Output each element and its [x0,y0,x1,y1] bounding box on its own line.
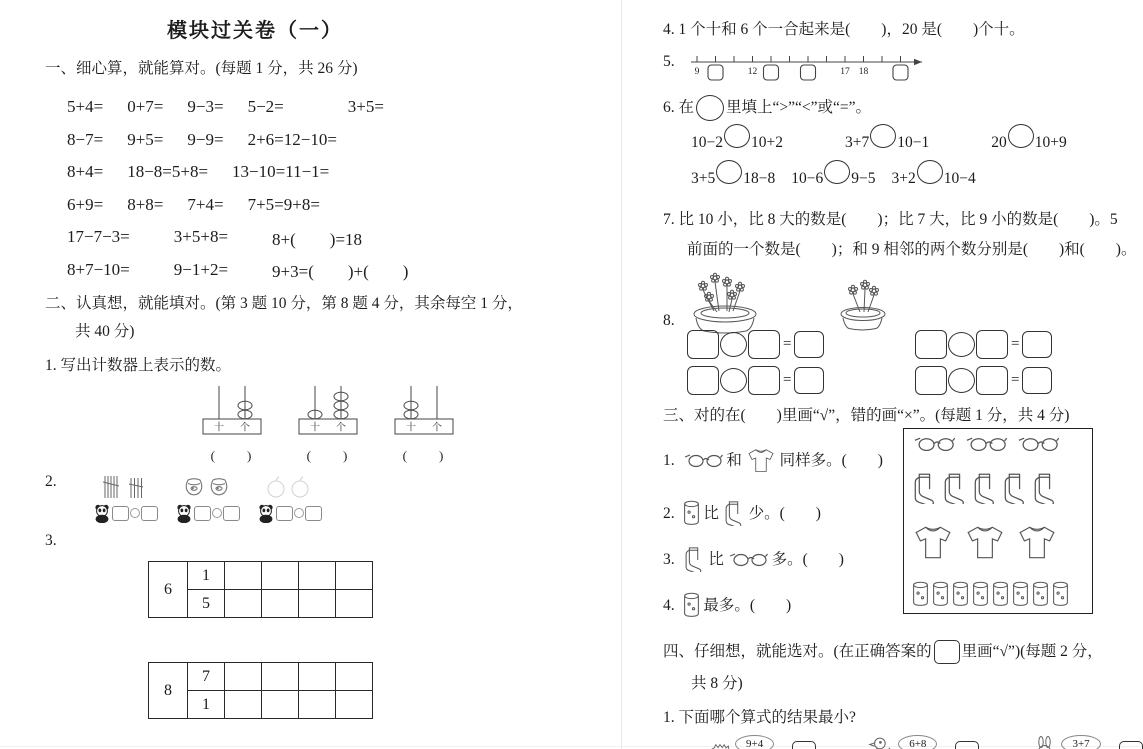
table-cell-empty [225,691,262,719]
number-box [915,366,947,395]
shirt-icon [964,525,1006,561]
number-box [141,506,158,521]
q2-label: 2. [45,473,57,490]
answer-box [955,741,979,749]
number-box [748,366,780,395]
circle-glyph [696,95,724,121]
table-cell-empty [225,562,262,590]
can-icon [992,581,1009,607]
equation-template: = [687,366,824,395]
calc-problem: 6+9= [67,194,104,214]
compare-strip [174,503,240,523]
compare-circle [294,508,304,518]
section1-heading: 一、细心算，就能算对。(每题 1 分，共 26 分) [45,60,358,77]
table-cell-empty [225,590,262,618]
number-box [276,506,293,521]
numberline-answer-boxes [708,65,908,80]
option-2 [868,736,979,749]
svg-text:个: 个 [336,422,346,434]
judge-item-3: 3. 比 多。( ) [663,546,844,572]
q2-row [45,472,593,523]
section2-heading-line2: 共 40 分) [75,323,135,340]
can-icon [912,581,929,607]
section4-heading-line1: 四、仔细想，就能选对。(在正确答案的 里画“√”)(每题 2 分， [663,640,1143,664]
compare-circle [716,160,742,184]
flower-pot-big-icon [683,270,767,334]
calc-problem: 9−3= [187,97,224,117]
number-box [112,506,129,521]
sock-icon [942,472,968,504]
table-cell-empty [299,590,336,618]
number-box [976,366,1008,395]
calc-problem: 18−8=5+8= [127,162,209,182]
table-cell-empty [336,590,373,618]
s4-q1-label: 1. 下面哪个算式的结果最小? [663,709,856,726]
result-box [1022,331,1052,358]
can-icon [972,581,989,607]
table-cell-empty [336,663,373,691]
counters-row [195,382,593,464]
panda-icon [256,503,276,523]
comparison: 3+2 10−4 [892,167,976,191]
result-box [1022,367,1052,394]
shirt-icon [912,525,954,561]
table-cell-empty [262,663,299,691]
comparison: 3+5 18−8 [691,167,775,191]
table-total: 6 [149,562,188,618]
shirt-icon [746,448,776,474]
panda-icon [174,503,194,523]
compare-group-sticks [89,474,161,523]
calc-row [67,156,593,189]
calc-row [67,124,593,157]
svg-text:个: 个 [240,422,250,434]
can-icon [683,592,700,618]
rabbit-icon [1031,736,1059,749]
hedgehog-icon [705,736,733,749]
glasses-icon [1016,435,1060,452]
equation-template: = [915,366,1052,395]
section3-body [663,432,1143,624]
can-icon [683,500,700,526]
operator-circle [948,332,975,357]
table-cell-empty [262,562,299,590]
sock-icon [972,472,998,504]
table-cell-empty [299,691,336,719]
calc-problem: 9−1+2= [173,259,229,279]
svg-text:17: 17 [840,67,850,77]
abacus-counter-icon [195,382,269,444]
speech-bubble: 9+4 [735,735,774,749]
number-box [748,330,780,359]
duck-icon [868,736,896,749]
speech-bubble: 3+7 [1061,735,1100,749]
section1-problems [67,91,593,286]
compare-circle [724,124,750,148]
number-box [687,330,719,359]
sock-icon [1032,472,1058,504]
svg-text:十: 十 [214,422,224,434]
section3-heading: 三、对的在( )里画“√”，错的画“×”。(每题 1 分，共 4 分) [663,407,1070,424]
q8-block [663,270,1143,398]
option-1 [705,736,816,749]
counter-1 [195,382,269,464]
compare-circle [917,160,943,184]
equation-template: = [687,330,824,359]
counter-answer-blank: ( ) [402,448,446,463]
table-cell-empty [299,663,336,691]
counter-3 [387,382,461,464]
number-line [689,52,939,90]
calc-problem: 9+5= [127,129,164,149]
calc-row [67,254,593,287]
calc-problem: 5−2= [247,97,284,117]
page-title: 模块过关卷（一） [167,20,343,42]
calc-row [67,221,593,254]
comparison: 10−2 10+2 [691,131,783,155]
compare-group-faint [253,474,325,523]
box-glyph [934,640,960,664]
counter-answer-blank: ( ) [210,448,254,463]
calc-problem: 2+6=12−10= [247,129,337,149]
can-icon [1032,581,1049,607]
answer-box [792,741,816,749]
svg-text:18: 18 [858,67,869,77]
svg-text:个: 个 [432,422,442,434]
can-icon [1012,581,1029,607]
q7-line2: 前面的一个数是( )；和 9 相邻的两个数分别是( )和( )。 [687,241,1137,258]
table-cell-empty [225,663,262,691]
calc-problem: 8+8= [127,194,164,214]
shirt-icon [1016,525,1058,561]
sock-icon [683,546,705,572]
faint-fruits-icon [264,474,314,500]
glasses-row [912,435,1084,452]
table-cell: 7 [188,663,225,691]
section4-heading-line2: 共 8 分) [691,675,743,692]
fish-bowls-icon [182,474,232,500]
calc-problem: 7+5=9+8= [247,194,320,214]
compare-group-bowls [171,474,243,523]
panda-icon [92,503,112,523]
equation-template: = [915,330,1052,359]
table-cell: 5 [188,590,225,618]
calc-problem: 3+5= [347,97,384,117]
number-box [194,506,211,521]
calc-problem: 9−9= [187,129,224,149]
q8-label: 8. [663,312,675,329]
table-cell-empty [336,562,373,590]
operator-circle [720,368,747,393]
counter-2 [291,382,365,464]
calc-problem: 0+7= [127,97,164,117]
can-icon [952,581,969,607]
number-box [305,506,322,521]
number-box [976,330,1008,359]
left-page [45,14,593,719]
compare-circle [212,508,222,518]
compare-strip [92,503,158,523]
result-box [794,367,824,394]
sock-icon [1002,472,1028,504]
q8-equations-right [915,330,1052,395]
q5-row [663,52,1143,90]
table-cell-empty [299,562,336,590]
result-box [794,331,824,358]
table-cell-empty [336,691,373,719]
glasses-icon [728,551,768,567]
table-cell: 1 [188,691,225,719]
number-box [223,506,240,521]
compare-strip [256,503,322,523]
s4-options [705,736,1143,749]
sock-icon [912,472,938,504]
operator-circle [948,368,975,393]
cans-row [912,581,1084,607]
shirts-row [912,525,1084,561]
calc-problem: 3+5+8= [173,227,229,247]
table-cell-empty [262,691,299,719]
abacus-counter-icon [387,382,461,444]
operator-circle [720,332,747,357]
can-icon [932,581,949,607]
calc-problem: 8−7= [67,129,104,149]
option-3 [1031,736,1142,749]
compare-circle [130,508,140,518]
q6-heading: 6. 在 里填上“>”“<”或“=”。 [663,94,1143,122]
compare-circle [824,160,850,184]
q2-compare-groups [89,474,325,523]
stick-bundles-icon [101,474,149,500]
svg-text:十: 十 [406,422,416,434]
compare-circle [870,124,896,148]
calc-problem: 13−10=11−1= [232,162,330,182]
socks-row [912,472,1084,504]
q6-row1 [691,128,1143,158]
sock-icon [723,500,745,526]
can-icon [1052,581,1069,607]
svg-text:12: 12 [747,67,758,77]
table-cell-empty [262,590,299,618]
page-divider [621,0,622,749]
flower-pot-small-icon [831,278,895,332]
table-total: 8 [149,663,188,719]
abacus-counter-icon [291,382,365,444]
calc-problem: 5+4= [67,97,104,117]
q8-equations-left [687,330,824,395]
calc-problem: 17−7−3= [67,227,130,247]
decomposition-table-6 [148,561,373,618]
section2-heading-line1: 二、认真想，就能填对。(第 3 题 10 分，第 8 题 4 分，其余每空 1 分， [45,295,523,312]
calc-problem: 8+( )=18 [272,229,363,249]
q5-label: 5. [663,53,675,70]
right-page [663,20,1143,749]
q7-line1: 7. 比 10 小，比 8 大的数是( )；比 7 大，比 9 小的数是( )。5 [663,211,1118,228]
decomposition-table-8 [148,662,373,719]
number-box [687,366,719,395]
counter-answer-blank: ( ) [306,448,350,463]
q6-row2 [691,164,1143,194]
glasses-icon [964,435,1008,452]
calc-row [67,189,593,222]
calc-problem: 7+4= [187,194,224,214]
calc-problem: 9+3=( )+( ) [272,262,409,282]
comparison: 10−6 9−5 [791,167,875,191]
glasses-icon [683,452,723,468]
answer-box [1119,741,1143,749]
calc-problem: 8+7−10= [67,259,130,279]
q3-label: 3. [45,532,57,549]
compare-circle [1008,124,1034,148]
glasses-icon [912,435,956,452]
q1-label: 1. 写出计数器上表示的数。 [45,357,232,374]
table-cell: 1 [188,562,225,590]
speech-bubble: 6+8 [898,735,937,749]
comparison: 20 10+9 [991,131,1067,155]
number-box [915,330,947,359]
q4-text: 4. 1 个十和 6 个一合起来是( )，20 是( )个十。 [663,21,1025,38]
judge-item-2: 2. 比 少。( ) [663,500,821,526]
objects-reference-box [903,428,1093,614]
calc-row [67,91,593,124]
judge-item-4: 4. 最多。( ) [663,592,791,618]
judge-item-1: 1. 和 同样多。( ) [663,448,883,474]
svg-text:9: 9 [694,67,700,77]
calc-problem: 8+4= [67,162,104,182]
svg-text:十: 十 [310,422,320,434]
comparison: 3+7 10−1 [845,131,929,155]
